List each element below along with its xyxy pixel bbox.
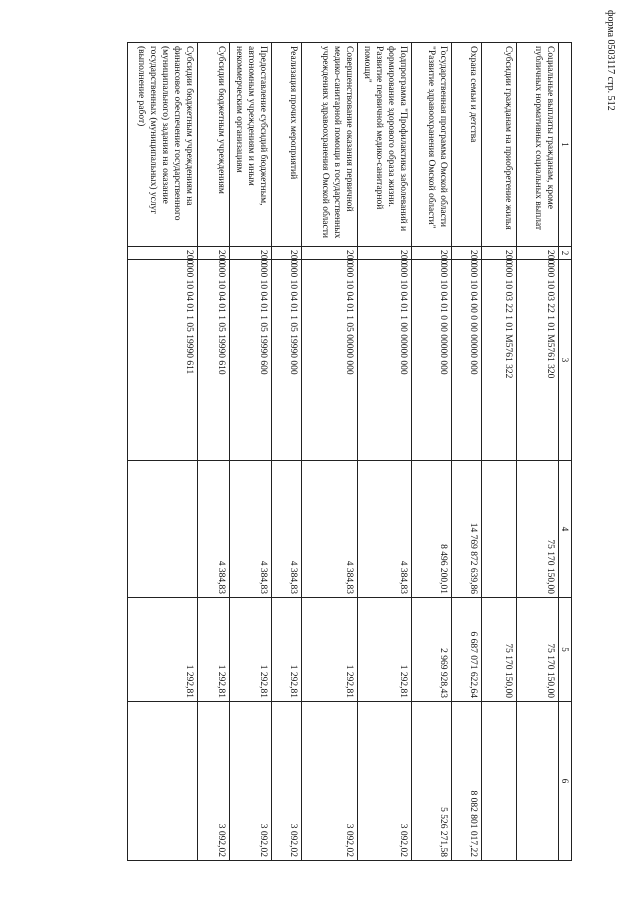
- row-budget-code: 000 10 04 01 1 05 19990 000: [272, 260, 302, 461]
- row-budget-code: 000 10 03 22 1 01 M5761 320: [517, 260, 559, 461]
- col-header: 1: [559, 43, 572, 247]
- row-name: Субсидии бюджетным учреждениям на финансовое обеспечение государственного (муниципального) задания на оказание государственных (муниципальных) услуг (выполнение работ): [128, 43, 198, 247]
- row-executed: 1 292,81: [272, 598, 302, 702]
- table-row: [230, 43, 272, 861]
- row-name: Социальные выплаты гражданам, кроме публичных нормативных социальных выплат: [517, 43, 559, 247]
- row-name: Предоставление субсидий бюджетным, автономным учреждениям и иным некоммерческим организациям: [230, 43, 272, 247]
- row-name: Подпрограмма "Профилактика заболеваний и формирование здорового образа жизни. Развитие первичной медико-санитарной помощи": [358, 43, 412, 247]
- row-executed: 1 292,81: [198, 598, 230, 702]
- table-row: [412, 43, 452, 861]
- row-line-code: 200: [482, 247, 517, 260]
- col-header: 2: [559, 247, 572, 260]
- row-budget-code: 000 10 04 01 1 05 19990 611: [128, 260, 198, 461]
- table-row: [128, 43, 198, 861]
- row-unexecuted: [517, 702, 559, 861]
- row-budget-code: 000 10 04 00 0 00 00000 000: [452, 260, 482, 461]
- row-executed: 1 292,81: [358, 598, 412, 702]
- form-page-label: форма 0503117 стр. 512: [605, 10, 616, 111]
- table-row: [358, 43, 412, 861]
- row-approved: [128, 461, 198, 598]
- budget-table: [127, 42, 572, 861]
- col-header: 3: [559, 260, 572, 461]
- row-line-code: 200: [452, 247, 482, 260]
- row-unexecuted: 3 092,02: [198, 702, 230, 861]
- row-executed: 75 170 150,00: [482, 598, 517, 702]
- row-executed: 75 170 150,00: [517, 598, 559, 702]
- row-name: Субсидии гражданам на приобретение жилья: [482, 43, 517, 247]
- row-budget-code: 000 10 04 01 1 05 19990 610: [198, 260, 230, 461]
- row-approved: [482, 461, 517, 598]
- row-unexecuted: 3 092,02: [302, 702, 358, 861]
- row-budget-code: 000 10 04 01 1 05 19990 600: [230, 260, 272, 461]
- row-executed: 6 687 071 622,64: [452, 598, 482, 702]
- table-row: [517, 43, 559, 861]
- table-row: [302, 43, 358, 861]
- row-unexecuted: 3 092,02: [358, 702, 412, 861]
- row-approved: 4 384,83: [302, 461, 358, 598]
- row-budget-code: 000 10 04 01 1 00 00000 000: [358, 260, 412, 461]
- row-line-code: 200: [128, 247, 198, 260]
- row-name: Субсидии бюджетным учреждениям: [198, 43, 230, 247]
- row-line-code: 200: [198, 247, 230, 260]
- row-approved: 8 496 200,01: [412, 461, 452, 598]
- row-unexecuted: 8 082 801 017,22: [452, 702, 482, 861]
- row-name: Совершенствование оказания первичной медико-санитарной помощи в государственных учреждениях здравоохранения Омской области: [302, 43, 358, 247]
- row-budget-code: 000 10 04 01 0 00 00000 000: [412, 260, 452, 461]
- row-executed: 1 292,81: [230, 598, 272, 702]
- col-header: 6: [559, 702, 572, 861]
- row-unexecuted: [128, 702, 198, 861]
- table-row: [482, 43, 517, 861]
- row-executed: 1 292,81: [128, 598, 198, 702]
- row-line-code: 200: [302, 247, 358, 260]
- row-approved: 4 384,83: [230, 461, 272, 598]
- row-budget-code: 000 10 03 22 1 01 M5761 322: [482, 260, 517, 461]
- col-header: 5: [559, 598, 572, 702]
- table-row: [198, 43, 230, 861]
- col-header: 4: [559, 461, 572, 598]
- row-budget-code: 000 10 04 01 1 05 00000 000: [302, 260, 358, 461]
- row-unexecuted: 3 092,02: [230, 702, 272, 861]
- rotated-page: [60, 42, 572, 860]
- row-line-code: 200: [412, 247, 452, 260]
- row-line-code: 200: [272, 247, 302, 260]
- row-approved: 4 384,83: [272, 461, 302, 598]
- row-executed: 2 969 928,43: [412, 598, 452, 702]
- table-row: [272, 43, 302, 861]
- row-approved: 4 384,83: [358, 461, 412, 598]
- row-unexecuted: 3 092,02: [272, 702, 302, 861]
- header-row: [559, 43, 572, 861]
- row-line-code: 200: [517, 247, 559, 260]
- row-line-code: 200: [230, 247, 272, 260]
- row-unexecuted: [482, 702, 517, 861]
- row-unexecuted: 5 526 271,58: [412, 702, 452, 861]
- row-approved: 4 384,83: [198, 461, 230, 598]
- row-name: Охрана семьи и детства: [452, 43, 482, 247]
- row-line-code: 200: [358, 247, 412, 260]
- table-row: [452, 43, 482, 861]
- row-name: Реализация прочих мероприятий: [272, 43, 302, 247]
- row-name: Государственная программа Омской области "Развитие здравоохранения Омской области": [412, 43, 452, 247]
- row-executed: 1 292,81: [302, 598, 358, 702]
- row-approved: 14 769 872 639,86: [452, 461, 482, 598]
- row-approved: 75 170 150,00: [517, 461, 559, 598]
